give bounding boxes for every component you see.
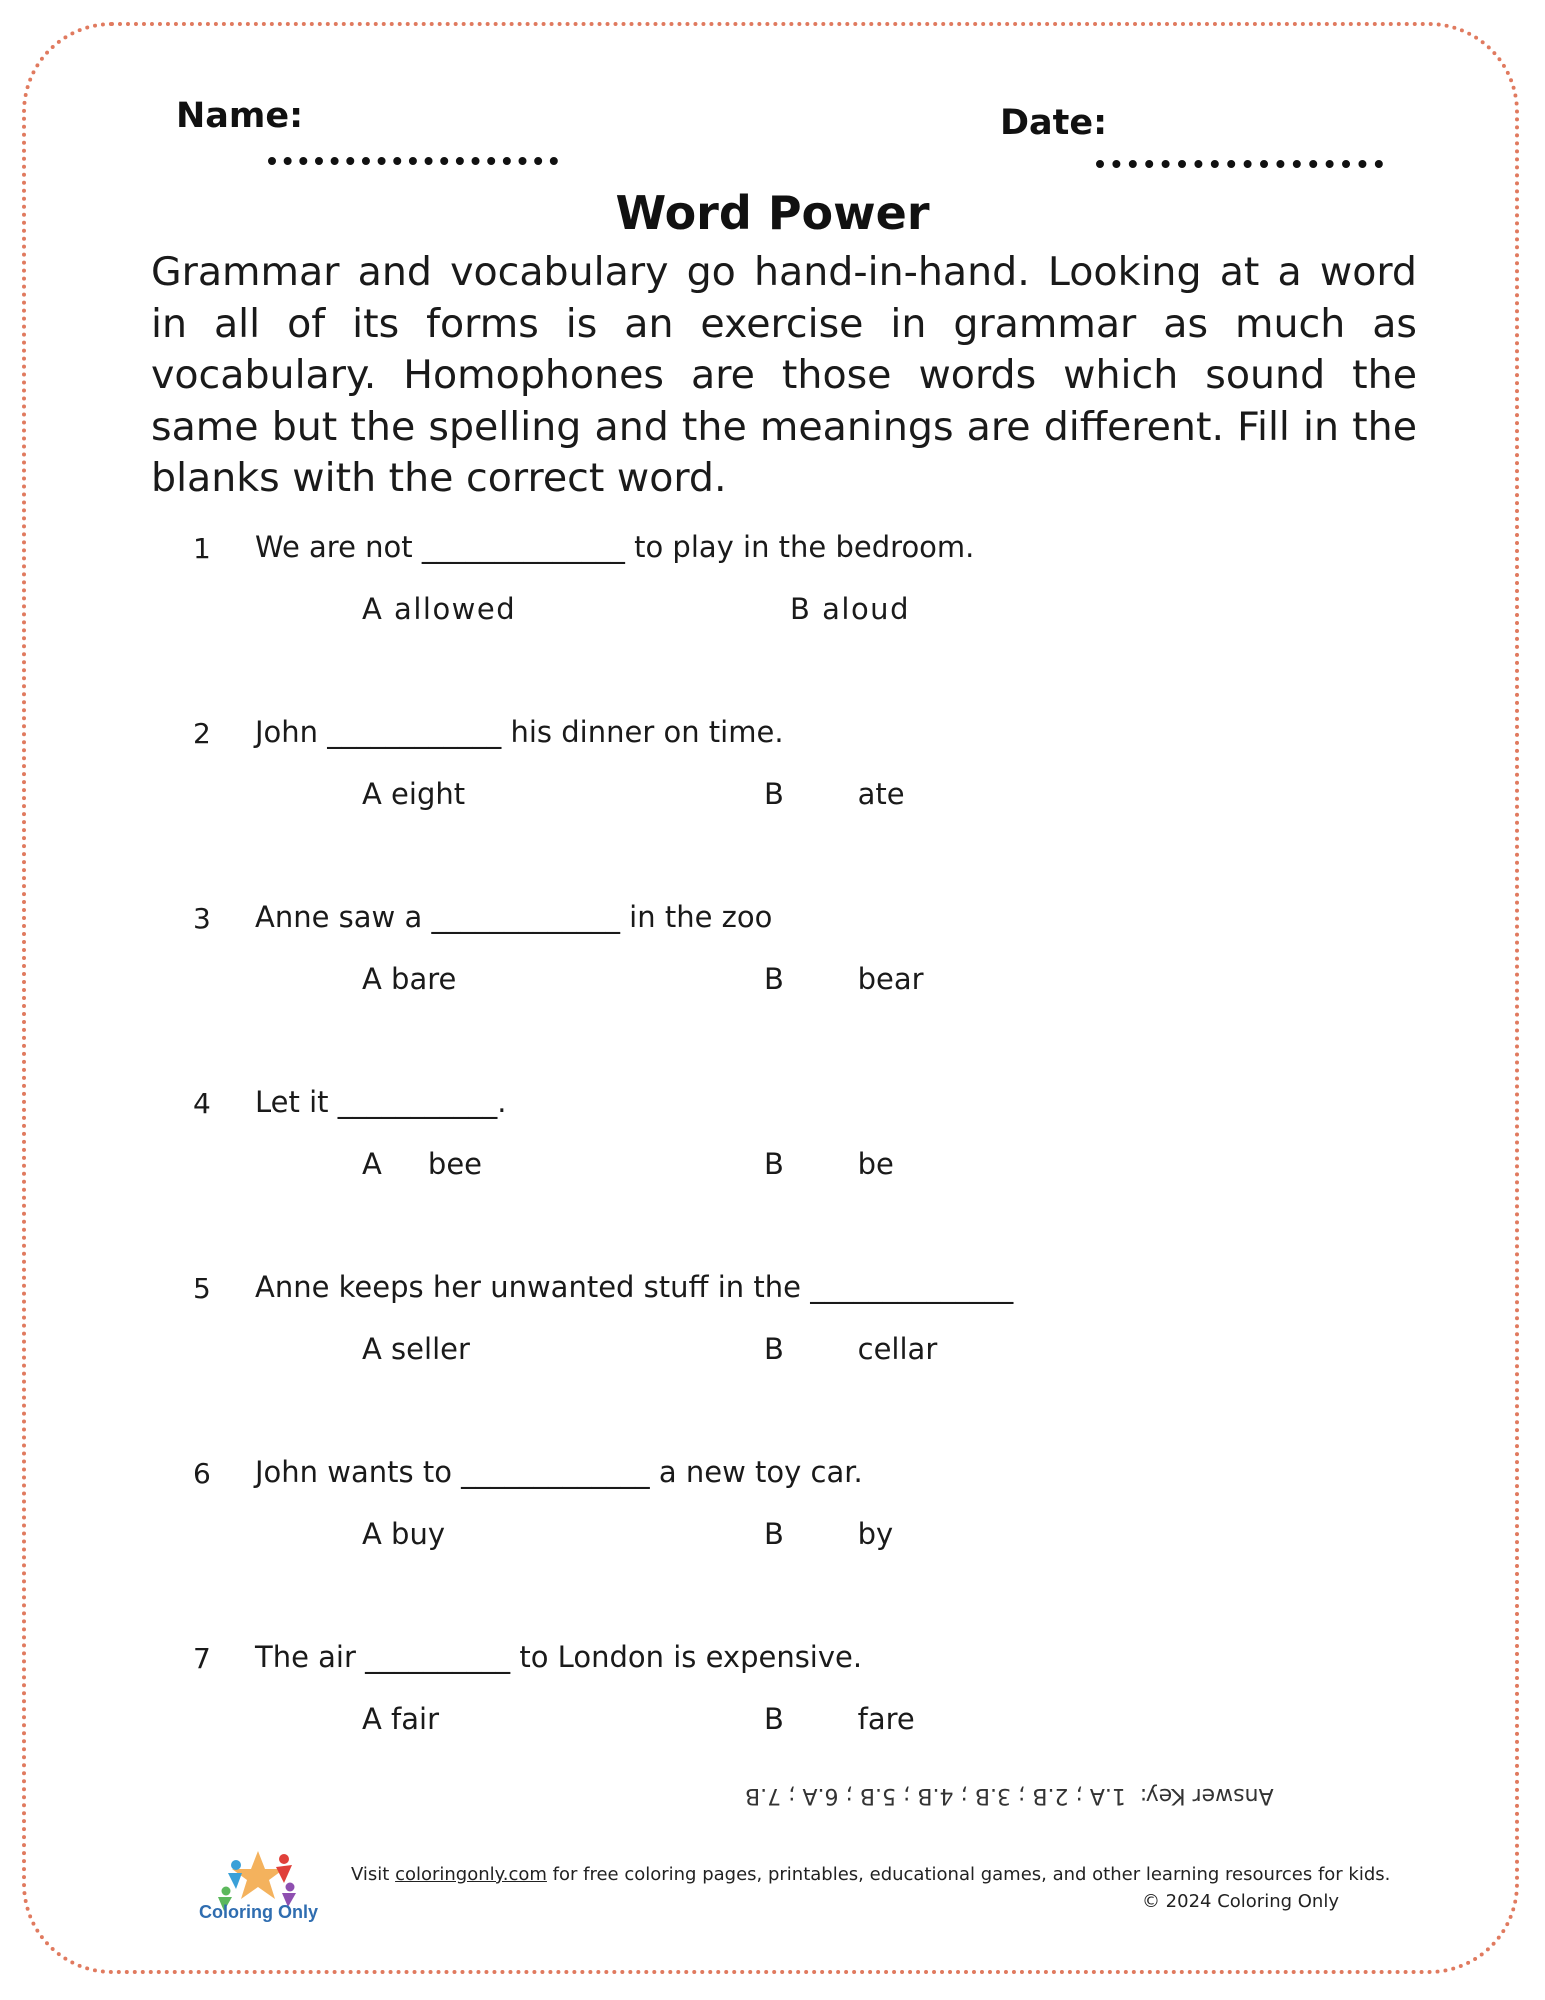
footer-visit-prefix: Visit [351, 1864, 396, 1885]
option-b: B bear [764, 962, 924, 996]
question-text: Let it ___________. [255, 1085, 507, 1119]
question-7 [0, 1630, 1545, 1770]
footer-visit-line [351, 1864, 1390, 1885]
question-number: 2 [193, 717, 211, 750]
footer-visit-suffix: for free coloring pages, printables, educational games, and other learning resources for kids. [546, 1864, 1391, 1885]
question-5 [0, 1260, 1545, 1400]
option-a: A bee [362, 1147, 483, 1181]
question-number: 3 [193, 902, 211, 935]
date-blank [1096, 160, 1383, 168]
option-a: A bare [362, 962, 457, 996]
question-1 [0, 520, 1545, 660]
logo-text: Coloring Only [199, 1902, 318, 1922]
option-a: A fair [362, 1702, 440, 1736]
question-number: 6 [193, 1457, 211, 1490]
question-number: 1 [193, 532, 211, 565]
option-b: B ate [764, 777, 905, 811]
worksheet-title: Word Power [615, 186, 930, 240]
date-label: Date: [1000, 103, 1108, 143]
question-text: We are not ______________ to play in the bedroom. [255, 530, 975, 564]
option-b: B fare [764, 1702, 915, 1736]
site-link[interactable]: coloringonly.com [395, 1864, 547, 1885]
question-text: Anne saw a _____________ in the zoo [255, 900, 773, 934]
question-text: John wants to _____________ a new toy car. [255, 1455, 863, 1489]
question-6 [0, 1445, 1545, 1585]
footer-copyright: © 2024 Coloring Only [1141, 1891, 1339, 1912]
option-b: B cellar [764, 1332, 938, 1366]
question-3 [0, 890, 1545, 1030]
question-4 [0, 1075, 1545, 1215]
option-b: B be [764, 1147, 894, 1181]
question-number: 5 [193, 1272, 211, 1305]
answer-key-upside-down: Answer Key: 1.A ; 2.B ; 3.B ; 4.B ; 5.B ; 6.A ; 7.B [745, 1783, 1274, 1808]
question-2 [0, 705, 1545, 845]
name-label: Name: [176, 96, 304, 136]
question-number: 4 [193, 1087, 211, 1120]
question-text: The air __________ to London is expensive. [255, 1640, 863, 1674]
option-a: A buy [362, 1517, 446, 1551]
option-a: A eight [362, 777, 466, 811]
name-blank [268, 157, 558, 165]
option-b: B aloud [790, 592, 910, 626]
question-number: 7 [193, 1642, 211, 1675]
option-b: B by [764, 1517, 894, 1551]
option-a: A allowed [362, 592, 517, 626]
question-text: Anne keeps her unwanted stuff in the ______________ [255, 1270, 1014, 1304]
instructions-paragraph: Grammar and vocabulary go hand-in-hand. Looking at a word in all of its forms is an exercise in grammar as much as vocabulary. Homophones are those words which sound the same but the spelling and the meanings are different. Fill in the blanks with the correct word. [151, 249, 1417, 501]
question-text: John ____________ his dinner on time. [255, 715, 784, 749]
option-a: A seller [362, 1332, 470, 1366]
